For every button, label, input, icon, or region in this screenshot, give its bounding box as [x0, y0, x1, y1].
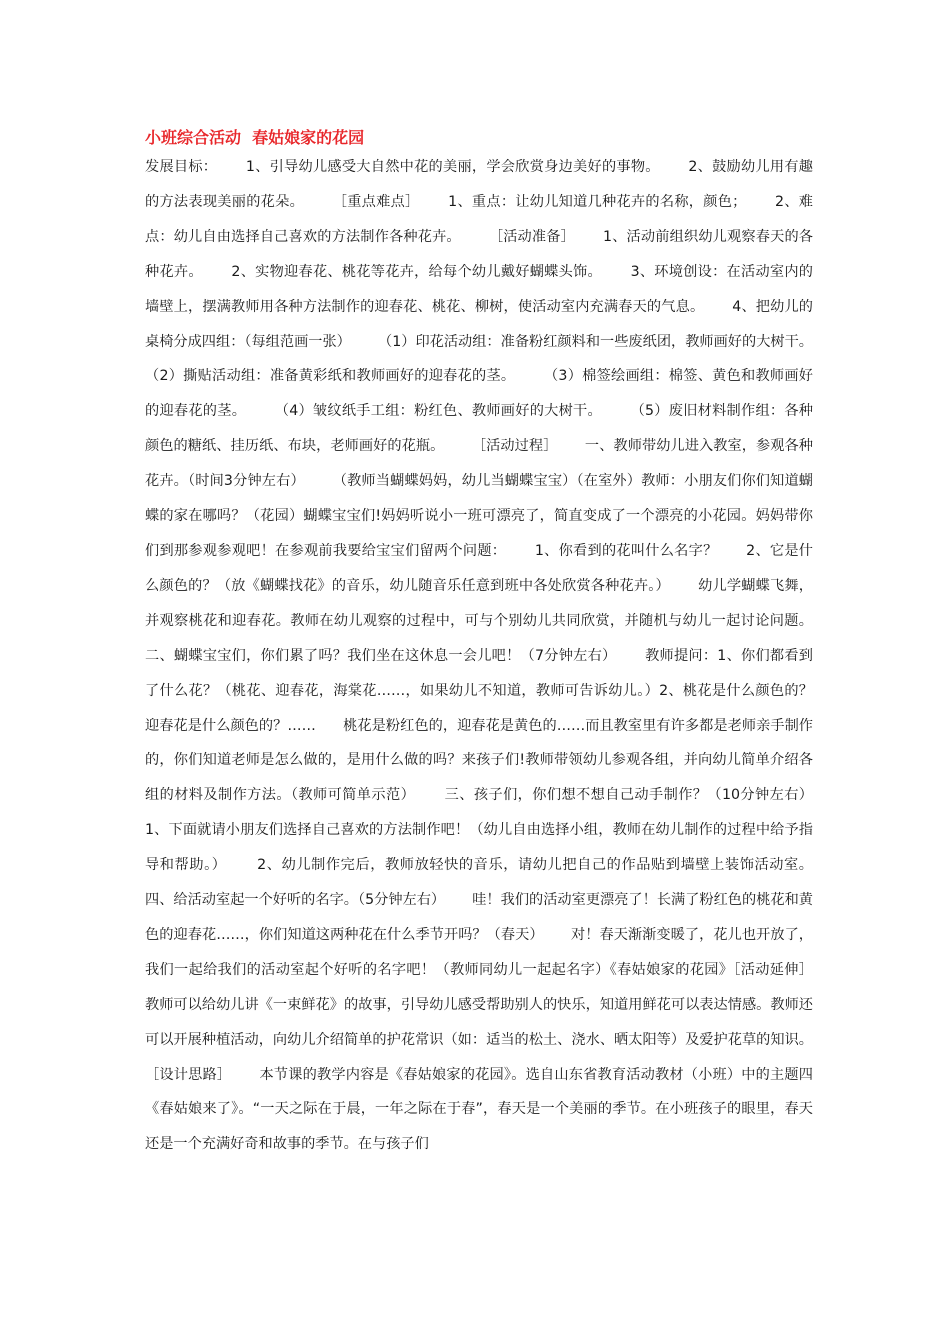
document-title: 小班综合活动 春姑娘家的花园: [145, 128, 365, 147]
document-page: [145, 126, 841, 1162]
document-body: 发展目标： 1、引导幼儿感受大自然中花的美丽，学会欣赏身边美好的事物。 2、鼓励幼儿用有趣的方法表现美丽的花朵。 ［重点难点］ 1、重点：让幼儿知道几种花卉的名称，颜色； 2、难点：幼儿自由选择自己喜欢的方法制作各种花卉。 ［活动准备］ 1、活动前组织幼儿观察春天的各种花卉。 2、实物迎春花、桃花等花卉，给每个幼儿戴好蝴蝶头饰。 3、环境创设：在活动室内的墙壁上，摆满教师用各种方法制作的迎春花、桃花、柳树，使活动室内充满春天的气息。 4、把幼儿的桌椅分成四组：（每组范画一张） （1）印花活动组：准备粉红颜料和一些废纸团，教师画好的大树干。 （2）撕贴活动组：准备黄彩纸和教师画好的迎春花的茎。 （3）棉签绘画组：棉签、黄色和教师画好的迎春花的茎。 （4）皱纹纸手工组：粉红色、教师画好的大树干。 （5）废旧材料制作组：各种颜色的糖纸、挂历纸、布块，老师画好的花瓶。 ［活动过程］ 一、教师带幼儿进入教室，参观各种花卉。（时间3分钟左右） （教师当蝴蝶妈妈，幼儿当蝴蝶宝宝）（在室外）教师：小朋友们你们知道蝴蝶的家在哪吗？（花园）蝴蝶宝宝们!妈妈听说小一班可漂亮了，简直变成了一个漂亮的小花园。妈妈带你们到那参观参观吧！在参观前我要给宝宝们留两个问题： 1、你看到的花叫什么名字？ 2、它是什么颜色的？（放《蝴蝶找花》的音乐，幼儿随音乐任意到班中各处欣赏各种花卉。） 幼儿学蝴蝶飞舞，并观察桃花和迎春花。教师在幼儿观察的过程中，可与个别幼儿共同欣赏，并随机与幼儿一起讨论问题。 二、蝴蝶宝宝们，你们累了吗？我们坐在这休息一会儿吧！（7分钟左右） 教师提问：1、你们都看到了什么花？（桃花、迎春花，海棠花……，如果幼儿不知道，教师可告诉幼儿。）2、桃花是什么颜色的？迎春花是什么颜色的？…… 桃花是粉红色的，迎春花是黄色的……而且教室里有许多都是老师亲手制作的，你们知道老师是怎么做的，是用什么做的吗？来孩子们!教师带领幼儿参观各组，并向幼儿简单介绍各组的材料及制作方法。（教师可简单示范） 三、孩子们，你们想不想自己动手制作？（10分钟左右） 1、下面就请小朋友们选择自己喜欢的方法制作吧！（幼儿自由选择小组，教师在幼儿制作的过程中给予指导和帮助。） 2、幼儿制作完后，教师放轻快的音乐，请幼儿把自己的作品贴到墙壁上装饰活动室。 四、给活动室起一个好听的名字。（5分钟左右） 哇！我们的活动室更漂亮了！长满了粉红色的桃花和黄色的迎春花……，你们知道这两种花在什么季节开吗？（春天） 对！春天渐渐变暖了，花儿也开放了，我们一起给我们的活动室起个好听的名字吧！（教师同幼儿一起起名字）《春姑娘家的花园》［活动延伸］ 教师可以给幼儿讲《一束鲜花》的故事，引导幼儿感受帮助别人的快乐，知道用鲜花可以表达情感。教师还可以开展种植活动，向幼儿介绍简单的护花常识（如：适当的松土、浇水、晒太阳等）及爱护花草的知识。 ［设计思路］ 本节课的教学内容是《春姑娘家的花园》。选自山东省教育活动教材（小班）中的主题四《春姑娘来了》。“一天之际在于晨，一年之际在于春”，春天是一个美丽的季节。在小班孩子的眼里，春天还是一个充满好奇和故事的季节。在与孩子们: [145, 159, 841, 1153]
